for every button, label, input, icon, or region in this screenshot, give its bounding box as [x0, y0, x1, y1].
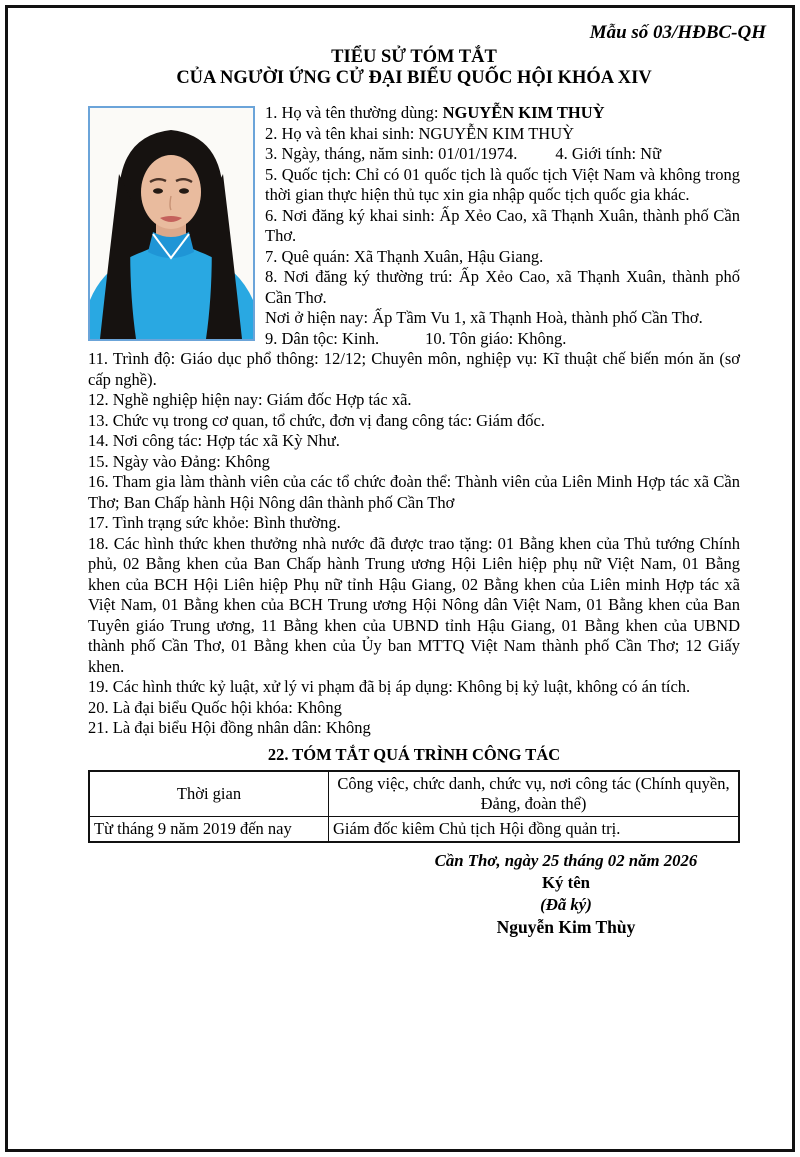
work-title-cell: Giám đốc kiêm Chủ tịch Hội đồng quản trị. — [329, 817, 740, 843]
table-header-time: Thời gian — [89, 771, 329, 817]
ethnicity: 9. Dân tộc: Kinh. — [265, 328, 380, 348]
profile-item-18: 18. Các hình thức khen thưởng nhà nước đã được trao tặng: 01 Bằng khen của Thủ tướng Chính phủ, 02 Bằng khen của Ban Chấp hành Trung ương Hội Liên hiệp phụ nữ Việt Nam, 01 Bằng khen của BCH Hội Liên hiệp Phụ nữ tỉnh Hậu Giang, 02 Bằng khen của Liên minh Hợp tác xã Việt Nam, 01 Bằng khen của BCH Trung ương Hội Nông dân Việt Nam, 01 Bằng khen của Ban Tuyên giáo Trung ương, 11 Bằng khen của UBND tỉnh Hậu Giang, 01 Bằng khen của UBND thành phố Cần Thơ, 01 Bằng khen của Ủy ban MTTQ Việt Nam thành phố Cần Thơ; 12 Giấy khen. — [88, 533, 740, 676]
signature-label: Ký tên — [541, 873, 590, 892]
item1-label: 1. Họ và tên thường dùng: — [265, 103, 443, 122]
signed-note: (Đã ký) — [540, 895, 592, 914]
signature-block — [392, 850, 740, 938]
common-used-name: NGUYỄN KIM THUỲ — [442, 103, 605, 122]
candidate-photo — [88, 106, 255, 341]
profile-item-6: 6. Nơi đăng ký khai sinh: Ấp Xẻo Cao, xã Thạnh Xuân, thành phố Cần Thơ. — [265, 205, 740, 245]
work-period-cell: Từ tháng 9 năm 2019 đến nay — [89, 817, 329, 843]
profile-item-14: 14. Nơi công tác: Hợp tác xã Kỳ Như. — [88, 431, 340, 450]
document-title-line1: TIỂU SỬ TÓM TẮT — [331, 47, 497, 67]
document-content — [88, 10, 766, 938]
gender: 4. Giới tính: Nữ — [555, 144, 662, 163]
profile-item-16: 16. Tham gia làm thành viên của các tổ chức đoàn thể: Thành viên của Liên Minh Hợp tác xã Cần Thơ; Ban Chấp hành Hội Nông dân thành phố Cần Thơ — [88, 472, 740, 512]
profile-item-8: 8. Nơi đăng ký thường trú: Ấp Xẻo Cao, xã Thạnh Xuân, thành phố Cần Thơ. — [265, 267, 740, 307]
birth-date: 3. Ngày, tháng, năm sinh: 01/01/1974. — [265, 144, 518, 163]
signature-name: Nguyễn Kim Thùy — [496, 917, 636, 937]
section22-title: 22. TÓM TẮT QUÁ TRÌNH CÔNG TÁC — [267, 744, 561, 764]
profile-item-8b-current-residence: Nơi ở hiện nay: Ấp Tầm Vu 1, xã Thạnh Hoà, thành phố Cần Thơ. — [265, 308, 703, 327]
profile-item-21: 21. Là đại biểu Hội đồng nhân dân: Không — [88, 718, 371, 737]
portrait-illustration — [90, 108, 253, 339]
profile-item-19: 19. Các hình thức kỷ luật, xử lý vi phạm đã bị áp dụng: Không bị kỷ luật, không có án tích. — [88, 677, 691, 696]
table-row — [89, 817, 739, 843]
signature-place-date: Cần Thơ, ngày 25 tháng 02 năm 2026 — [434, 851, 698, 870]
form-number-label: Mẫu số 03/HĐBC-QH — [589, 22, 766, 43]
table-header-job: Công việc, chức danh, chức vụ, nơi công tác (Chính quyền, Đảng, đoàn thể) — [329, 771, 740, 817]
profile-item-13: 13. Chức vụ trong cơ quan, tổ chức, đơn vị đang công tác: Giám đốc. — [88, 410, 545, 430]
biography-body — [88, 103, 740, 938]
profile-item-17: 17. Tình trạng sức khỏe: Bình thường. — [88, 513, 341, 532]
religion: 10. Tôn giáo: Không. — [425, 328, 567, 348]
profile-item-2: 2. Họ và tên khai sinh: NGUYỄN KIM THUỲ — [265, 123, 575, 143]
profile-item-5: 5. Quốc tịch: Chỉ có 01 quốc tịch là quốc tịch Việt Nam và không trong thời gian thực hiện thủ tục xin gia nhập quốc tịch quốc gia khác. — [265, 164, 740, 204]
profile-item-7: 7. Quê quán: Xã Thạnh Xuân, Hậu Giang. — [265, 246, 544, 266]
table-header-row — [89, 771, 739, 817]
document-title-line2: CỦA NGƯỜI ỨNG CỬ ĐẠI BIỂU QUỐC HỘI KHÓA XIV — [176, 68, 652, 88]
profile-item-12: 12. Nghề nghiệp hiện nay: Giám đốc Hợp tác xã. — [88, 390, 412, 409]
profile-item-20: 20. Là đại biểu Quốc hội khóa: Không — [88, 697, 342, 717]
profile-item-11: 11. Trình độ: Giáo dục phổ thông: 12/12; Chuyên môn, nghiệp vụ: Kĩ thuật chế biến món ăn (sơ cấp nghề). — [88, 349, 740, 389]
profile-item-15: 15. Ngày vào Đảng: Không — [88, 451, 270, 471]
work-history-table — [88, 770, 740, 843]
